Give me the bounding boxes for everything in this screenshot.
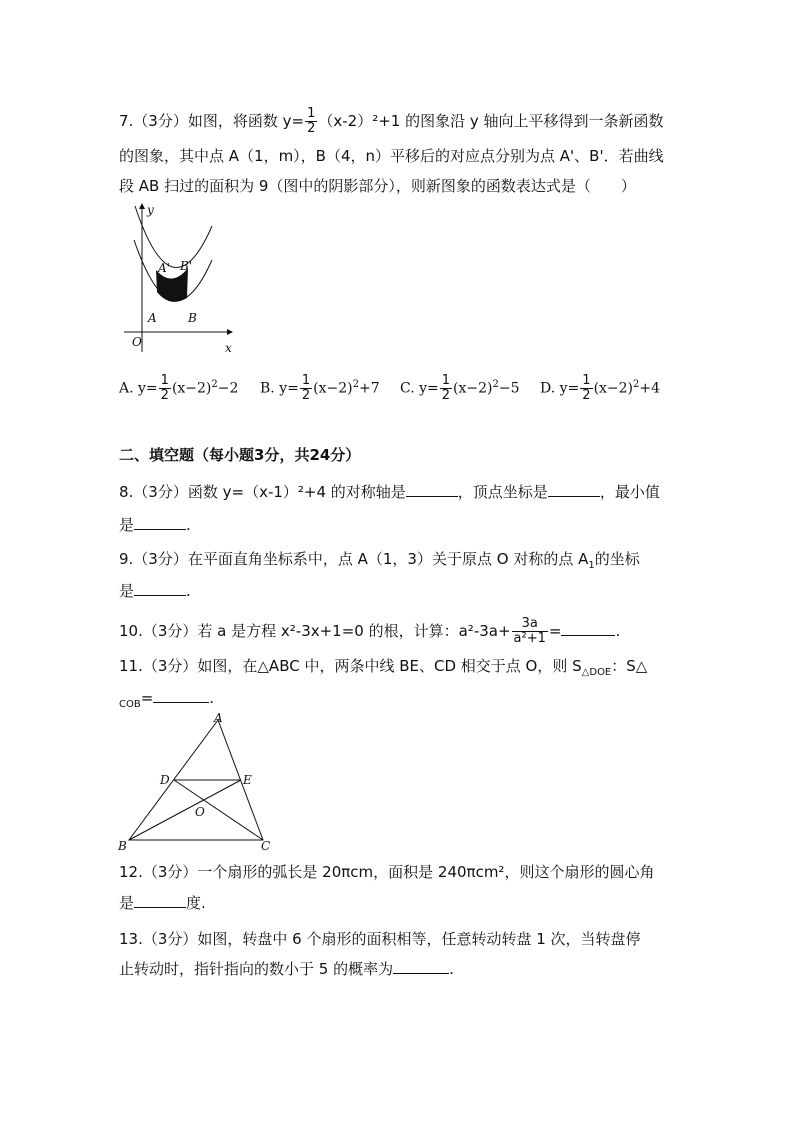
q7-option-a[interactable]: A. y= $\frac{1}{2}$ $(x-2)^2-2$ bbox=[119, 373, 239, 403]
vertex-c-label: C bbox=[261, 839, 271, 850]
point-d-label: D bbox=[160, 773, 170, 787]
q7-line2: 的图象，其中点 A（1，m），B（4，n）平移后的对应点分别为点 A'、B'．若曲线 bbox=[119, 147, 664, 165]
vertex-a-label: A bbox=[214, 711, 223, 725]
q10-blank[interactable] bbox=[561, 621, 615, 636]
q8-axis-blank[interactable] bbox=[406, 482, 458, 497]
q13-blank[interactable] bbox=[393, 959, 449, 974]
point-e-label: E bbox=[243, 773, 252, 787]
q12-line2: 是 度. bbox=[119, 894, 206, 912]
q8-min-blank[interactable] bbox=[134, 515, 186, 530]
q11-blank[interactable] bbox=[153, 688, 209, 703]
origin-label: O bbox=[132, 335, 142, 349]
q10-fraction: $\frac{3a}{\text{a²+1}}$ bbox=[513, 616, 546, 646]
q7-option-c[interactable]: C. y= $\frac{1}{2}$ $(x-2)^2-5$ bbox=[400, 373, 520, 403]
q9-blank[interactable] bbox=[134, 581, 186, 596]
section-2-heading: 二、填空题（每小题3分，共24分） bbox=[119, 446, 361, 464]
q10-line: 10.（3分）若 a 是方程 x²-3x+1=0 的根，计算：a²-3a+ $\frac{3a}{\text{a²+1}}$ = . bbox=[119, 616, 621, 646]
q11-line1: 11.（3分）如图，在△ABC 中，两条中线 BE、CD 相交于点 O，则 $S_{\triangle DOE}$：S△ bbox=[119, 657, 648, 678]
q8-line1: 8.（3分）函数 y=（x-1）²+4 的对称轴是 ，顶点坐标是 ，最小值 bbox=[119, 483, 660, 501]
q7-parabola-figure bbox=[120, 200, 245, 360]
q13-line2: 止转动时，指针指向的数小于 5 的概率为 . bbox=[119, 960, 454, 978]
q12-line1: 12.（3分）一个扇形的弧长是 20πcm，面积是 240πcm²，则这个扇形的圆心角 bbox=[119, 863, 655, 881]
y-axis-label: y bbox=[147, 203, 154, 217]
q9-line1: 9.（3分）在平面直角坐标系中，点 A（1，3）关于原点 O 对称的点 $A_1$的坐标 bbox=[119, 550, 640, 571]
x-axis-label: x bbox=[225, 341, 232, 355]
median-cd bbox=[174, 780, 263, 840]
point-b-prime-label: B' bbox=[180, 259, 193, 273]
q7-fraction: $\frac{1}{2}$ bbox=[307, 106, 316, 136]
q7-option-b[interactable]: B. y= $\frac{1}{2}$ $(x-2)^2+7$ bbox=[260, 373, 380, 403]
q7-lead: 7.（3分）如图，将函数 y= bbox=[119, 112, 305, 130]
point-a-prime-label: A' bbox=[158, 261, 170, 275]
point-a-label: A bbox=[148, 311, 157, 325]
q7-tail: （x-2）²+1 的图象沿 y 轴向上平移得到一条新函数 bbox=[318, 112, 664, 130]
vertex-b-label: B bbox=[118, 839, 127, 850]
q9-line2: 是 . bbox=[119, 582, 191, 600]
q7-option-d[interactable]: D. y= $\frac{1}{2}$ $(x-2)^2+4$ bbox=[540, 373, 661, 403]
q13-line1: 13.（3分）如图，转盘中 6 个扇形的面积相等，任意转动转盘 1 次，当转盘停 bbox=[119, 930, 641, 948]
q11-triangle-figure bbox=[115, 710, 275, 850]
q8-line2: 是 . bbox=[119, 516, 191, 534]
q7-line3: 段 AB 扫过的面积为 9（图中的阴影部分），则新图象的函数表达式是（ ） bbox=[119, 177, 636, 195]
q8-vertex-blank[interactable] bbox=[548, 482, 600, 497]
q7-line1 bbox=[119, 107, 664, 136]
point-o-label: O bbox=[195, 805, 205, 819]
q11-line2: $_{COB}$= . bbox=[119, 689, 215, 710]
q12-blank[interactable] bbox=[134, 893, 186, 908]
median-be bbox=[129, 780, 241, 840]
point-b-label: B bbox=[188, 311, 197, 325]
